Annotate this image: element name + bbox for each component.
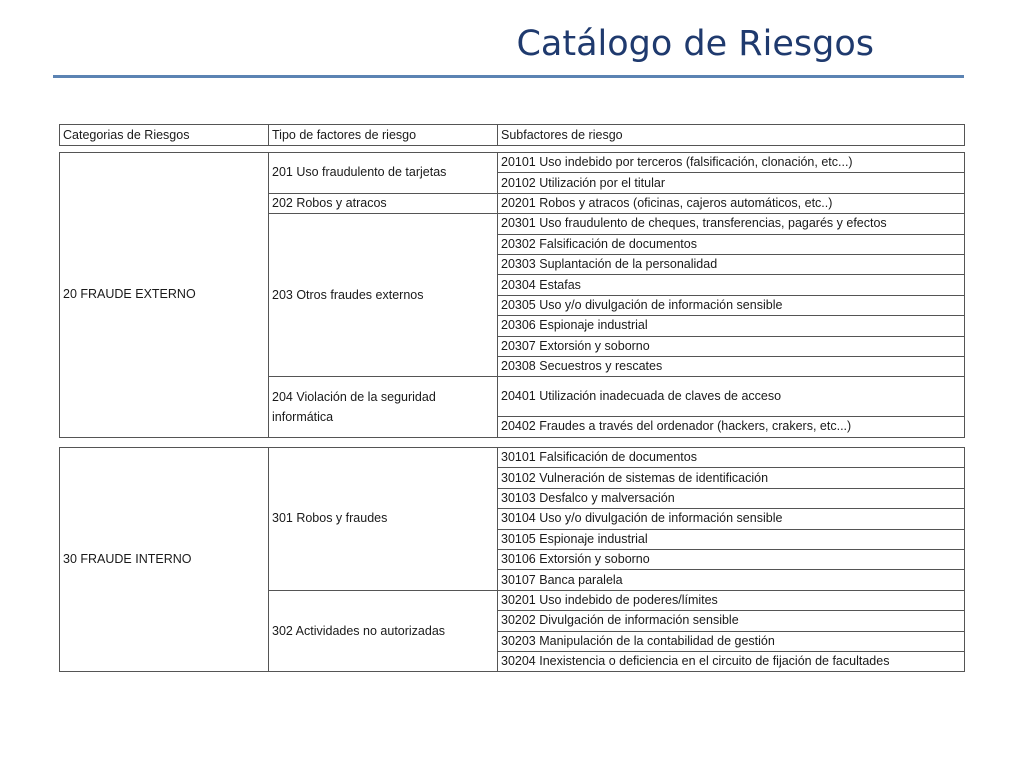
factor-type-cell: 204 Violación de la seguridad informática — [269, 377, 498, 437]
subfactor-cell: 20308 Secuestros y rescates — [498, 356, 965, 376]
table-row — [60, 153, 965, 173]
factor-type-cell: 202 Robos y atracos — [269, 193, 498, 213]
subfactor-cell: 30102 Vulneración de sistemas de identificación — [498, 468, 965, 488]
header-categories: Categorias de Riesgos — [60, 125, 269, 146]
category-cell: 20 FRAUDE EXTERNO — [60, 153, 269, 438]
subfactor-cell: 20302 Falsificación de documentos — [498, 234, 965, 254]
subfactor-cell: 30202 Divulgación de información sensible — [498, 611, 965, 631]
category-cell: 30 FRAUDE INTERNO — [60, 448, 269, 672]
subfactor-cell: 30103 Desfalco y malversación — [498, 488, 965, 508]
header-table — [59, 124, 965, 146]
subfactor-cell: 20304 Estafas — [498, 275, 965, 295]
subfactor-cell: 30201 Uso indebido de poderes/límites — [498, 590, 965, 610]
subfactor-cell: 30204 Inexistencia o deficiencia en el circuito de fijación de facultades — [498, 651, 965, 671]
header-subfactors: Subfactores de riesgo — [498, 125, 965, 146]
subfactor-cell: 20102 Utilización por el titular — [498, 173, 965, 193]
header-row — [60, 125, 965, 146]
fraude-interno-table — [59, 447, 965, 672]
subfactor-cell: 30107 Banca paralela — [498, 570, 965, 590]
page-title: Catálogo de Riesgos — [516, 24, 874, 64]
factor-type-cell: 301 Robos y fraudes — [269, 448, 498, 591]
subfactor-cell: 20306 Espionaje industrial — [498, 316, 965, 336]
subfactor-cell: 30203 Manipulación de la contabilidad de gestión — [498, 631, 965, 651]
factor-type-cell: 203 Otros fraudes externos — [269, 214, 498, 377]
subfactor-cell: 30101 Falsificación de documentos — [498, 448, 965, 468]
subfactor-cell: 30105 Espionaje industrial — [498, 529, 965, 549]
fraude-externo-table — [59, 152, 965, 438]
table-row — [60, 448, 965, 468]
subfactor-cell: 20305 Uso y/o divulgación de información sensible — [498, 295, 965, 315]
subfactor-cell: 30106 Extorsión y soborno — [498, 549, 965, 569]
subfactor-cell: 20301 Uso fraudulento de cheques, transferencias, pagarés y efectos — [498, 214, 965, 234]
subfactor-cell: 20101 Uso indebido por terceros (falsificación, clonación, etc...) — [498, 153, 965, 173]
subfactor-cell: 20402 Fraudes a través del ordenador (hackers, crakers, etc...) — [498, 417, 965, 437]
subfactor-cell: 20307 Extorsión y soborno — [498, 336, 965, 356]
header-factor-types: Tipo de factores de riesgo — [269, 125, 498, 146]
factor-type-cell: 201 Uso fraudulento de tarjetas — [269, 153, 498, 194]
subfactor-cell: 30104 Uso y/o divulgación de información sensible — [498, 509, 965, 529]
subfactor-cell: 20401 Utilización inadecuada de claves de acceso — [498, 377, 965, 417]
subfactor-cell: 20303 Suplantación de la personalidad — [498, 254, 965, 274]
factor-type-cell: 302 Actividades no autorizadas — [269, 590, 498, 672]
subfactor-cell: 20201 Robos y atracos (oficinas, cajeros automáticos, etc..) — [498, 193, 965, 213]
title-underline — [53, 75, 964, 78]
